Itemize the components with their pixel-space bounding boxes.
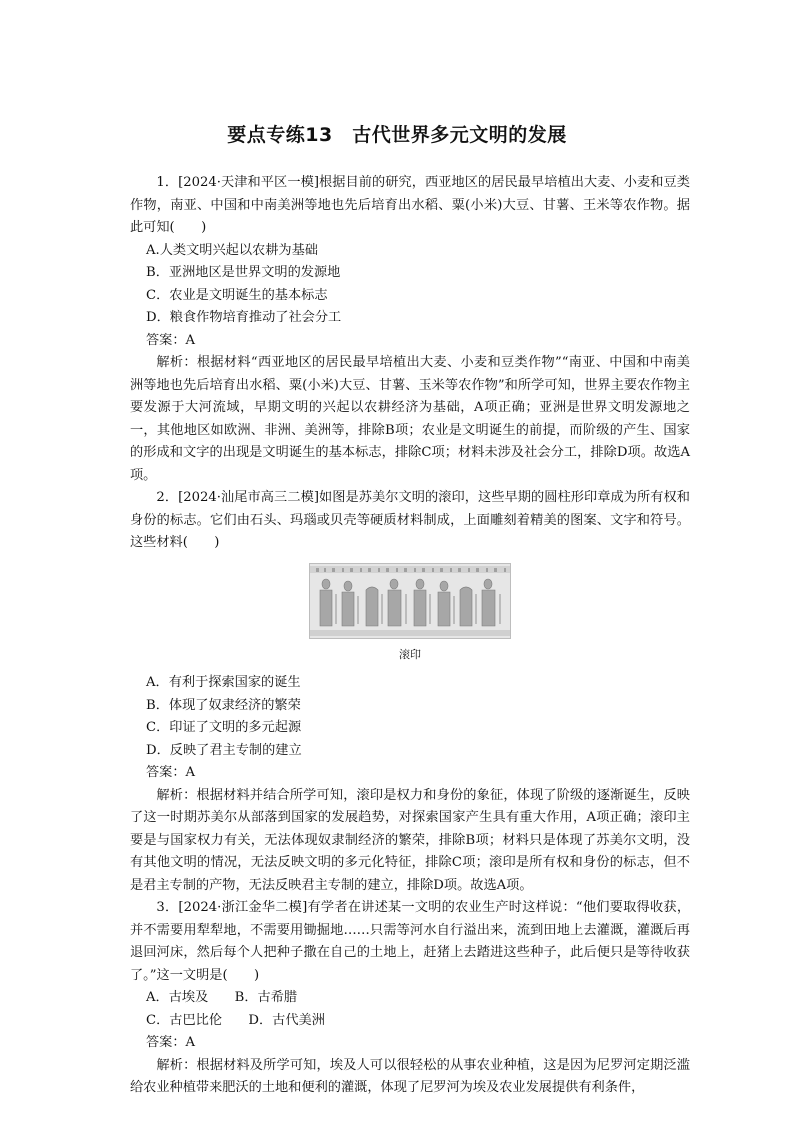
question-2-option-a: A．有利于探索国家的诞生 <box>146 675 301 690</box>
question-2-analysis: 解析：根据材料并结合所学可知，滚印是权力和身份的象征，体现了阶级的逐渐诞生，反映了这一时期苏美尔从部落到国家的发展趋势，对探索国家产生具有重大作用，A项正确；滚印主要是与国家权力有关，无法体现奴隶制经济的繁荣，排除B项；材料只是体现了苏美尔文明，没有其他文明的情况，无法反映文明的多元化特征，排除C项；滚印是所有权和身份的标志，但不是君主专制的产物，无法反映君主专制的建立，排除D项。故选A项。 <box>130 787 690 893</box>
question-1-option-a: A.人类文明兴起以农耕为基础 <box>146 242 318 258</box>
cylinder-seal-image <box>309 563 511 639</box>
question-3-options-row-1: A．古埃及 B．古希腊 <box>146 990 298 1005</box>
question-2-option-b: B．体现了奴隶经济的繁荣 <box>146 697 301 713</box>
page-title: 要点专练13 古代世界多元文明的发展 <box>227 124 567 146</box>
question-3-analysis: 解析：根据材料及所学可知，埃及人可以很轻松的从事农业种植，这是因为尼罗河定期泛滥给农业种植带来肥沃的土地和便利的灌溉，体现了尼罗河为埃及农业发展提供有利条件， <box>130 1057 690 1095</box>
question-2-option-d: D．反映了君主专制的建立 <box>146 742 302 758</box>
question-1-analysis: 解析：根据材料“西亚地区的居民最早培植出大麦、小麦和豆类作物”“南亚、中国和中南美洲等地也先后培育出水稻、粟(小米)大豆、甘薯、玉米等农作物”和所学可知，世界主要农作物主要发源于大河流域，早期文明的兴起以农耕经济为基础，A项正确；亚洲是世界文明发源地之一，其他地区如欧洲、非洲、美洲等，排除B项；农业是文明诞生的前提，而阶级的产生、国家的形成和文字的出现是文明诞生的基本标志，排除C项；材料未涉及社会分工，排除D项。故选A项。 <box>130 355 690 483</box>
question-1-answer: 答案：A <box>146 332 196 348</box>
question-1-option-d: D．粮食作物培育推动了社会分工 <box>146 310 342 325</box>
cylinder-seal-figure <box>130 563 690 667</box>
question-1-option-b: B．亚洲地区是世界文明的发源地 <box>146 265 341 280</box>
question-2-option-c: C．印证了文明的多元起源 <box>146 720 302 735</box>
question-3-answer: 答案：A <box>146 1035 196 1050</box>
figure-caption: 滚印 <box>399 647 421 661</box>
question-1-option-c: C．农业是文明诞生的基本标志 <box>146 287 328 303</box>
question-3-options-row-2: C．古巴比伦 D．古代美洲 <box>146 1012 325 1028</box>
question-2-stem: 2．[2024·汕尾市高三二模]如图是苏美尔文明的滚印，这些早期的圆柱形印章成为所有权和身份的标志。它们由石头、玛瑙或贝壳等硬质材料制成，上面雕刻着精美的图案、文字和符号。这些材料( ) <box>130 490 690 550</box>
question-3-stem: 3．[2024·浙江金华二模]有学者在讲述某一文明的农业生产时这样说：“他们要取得收获，并不需要用犁犁地，不需要用锄掘地……只需等河水自行溢出来，流到田地上去灌溉，灌溉后再退回河床，然后每个人把种子撒在自己的土地上，赶猪上去踏进这些种子，此后便只是等待收获了。”这一文明是( ) <box>130 900 690 983</box>
question-2-answer: 答案：A <box>146 765 196 780</box>
document-body <box>130 172 690 1100</box>
question-1-stem: 1．[2024·天津和平区一模]根据目前的研究，西亚地区的居民最早培植出大麦、小麦和豆类作物，南亚、中国和中南美洲等地也先后培育出水稻、粟(小米)大豆、甘薯、王米等农作物。据此可知( ) <box>130 175 690 235</box>
